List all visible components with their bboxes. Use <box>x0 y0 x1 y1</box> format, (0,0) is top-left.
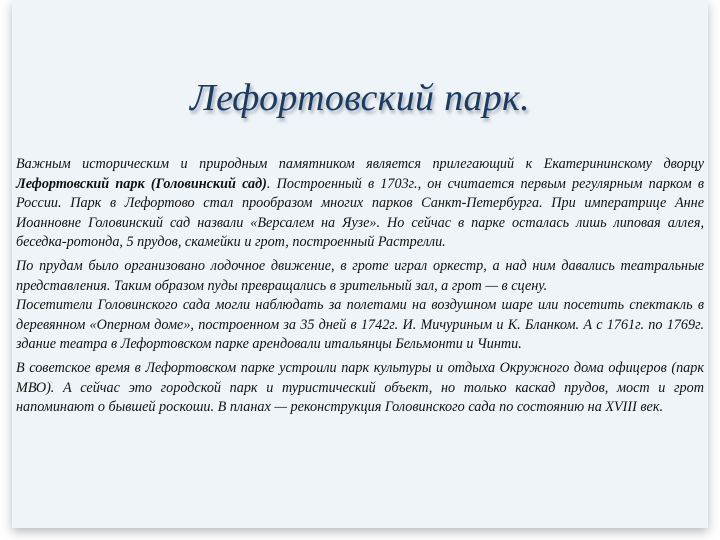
slide-body <box>16 155 704 422</box>
slide-title: Лефортовский парк. <box>190 77 530 119</box>
paragraph-1-rest: . Построенный в 1703г., он считается первым регулярным парком в России. Парк в Лефортово стал прообразом многих парков Санкт-Петербурга. При императрице Анне Иоанновне Головинский сад назвали «Версалем на Яузе». Но сейчас в парке осталась лишь липовая аллея, беседка-ротонда, 5 прудов, скамейки и грот, построенный Растрелли. <box>16 175 704 251</box>
park-name-bold: Лефортовский парк (Головинский сад) <box>16 175 267 192</box>
paragraph-2: По прудам было организовано лодочное движение, в гроте играл оркестр, а над ним давались театральные представления. Таким образом пуды превращались в зрительный зал, а грот — в сцену. <box>16 257 704 294</box>
paragraph-1 <box>16 155 704 253</box>
paragraph-4: В советское время в Лефортовском парке устроили парк культуры и отдыха Окружного дома офицеров (парк МВО). А сейчас это городской парк и туристический объект, но только каскад прудов, мост и грот напоминают о бывшей роскоши. В планах — реконструкция Головинского сада по состоянию на XVIII век. <box>16 359 704 416</box>
paragraph-3: Посетители Головинского сада могли наблюдать за полетами на воздушном шаре или посетить спектакль в деревянном «Оперном доме», построенном за 35 дней в 1742г. И. Мичуриным и К. Бланком. А с 1761г. по 1769г. здание театра в Лефортовском парке арендовали итальянцы Бельмонти и Чинти. <box>16 297 704 353</box>
paragraph-1-intro: Важным историческим и природным памятником является прилегающий к Екатерининскому дворцу <box>16 156 704 172</box>
